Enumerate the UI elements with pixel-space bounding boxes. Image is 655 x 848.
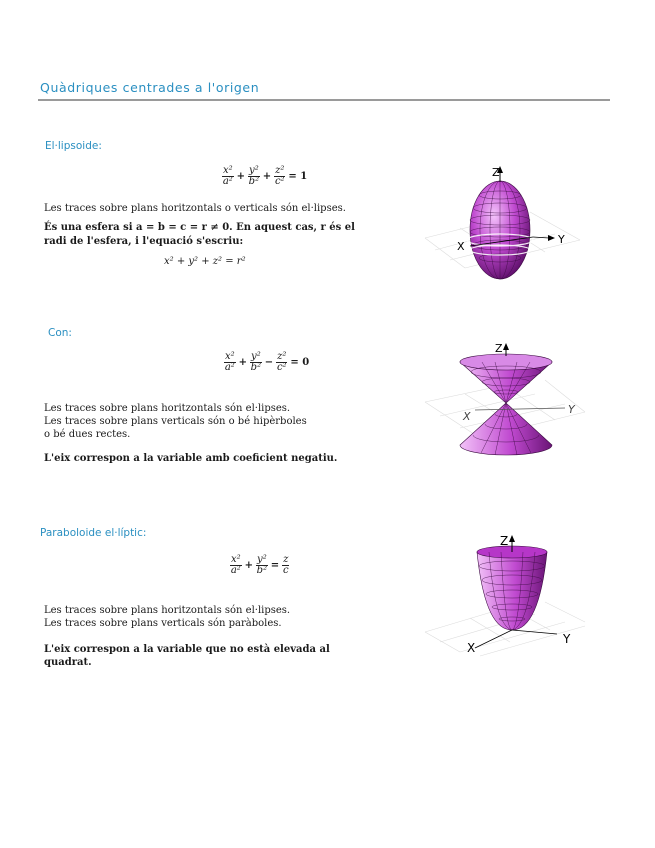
cone-axis-note: L'eix correspon a la variable amb coeficient negatiu. [44,453,338,464]
x-axis-label: X [467,641,476,655]
ellipsoid-figure [415,160,595,290]
x-axis-label: X [463,410,471,423]
paraboloid-figure [415,530,595,660]
cone-figure [415,340,595,470]
z-axis-label: Z [500,534,509,548]
ellipsoid-traces-text: Les traces sobre plans horitzontals o verticals són el·lipses. [44,203,346,214]
sphere-equation: x² + y² + z² = r² [164,256,246,267]
z-axis-label: Z [495,342,503,355]
cone-heading: Con: [48,327,72,339]
cone-equation: $\frac{\text{x²}}{\text{a²}}$ + $\frac{\text{y²}}{\text{b²}}$ − $\frac{\text{z²}}{\text{c²}}$ = 0 [224,351,310,373]
y-axis-label: Y [558,233,565,246]
cone-horizontal-traces: Les traces sobre plans horitzontals són el·lipses. [44,403,291,414]
x-axis-label: X [457,240,465,253]
cone-vertical-traces: Les traces sobre plans verticals són o bé hipèrboles [44,416,307,427]
paraboloid-vertical-traces: Les traces sobre plans verticals són paràboles. [44,618,282,629]
y-axis-label: Y [568,403,575,416]
z-axis-label: Z [492,166,500,179]
paraboloid-axis-note-cont: quadrat. [44,657,92,668]
paraboloid-heading: Paraboloide el·líptic: [40,527,147,539]
ellipsoid-equation: $\frac{\text{x²}}{\text{a²}}$ + $\frac{\text{y²}}{\text{b²}}$ + $\frac{\text{z²}}{\text{c²}}$ = 1 [222,165,308,187]
title-divider [38,99,610,101]
y-axis-label: Y [563,632,571,646]
ellipsoid-heading: El·lipsoide: [45,140,102,152]
paraboloid-surface [477,552,547,630]
paraboloid-horizontal-traces: Les traces sobre plans horitzontals són el·lipses. [44,605,291,616]
cone-vertical-traces-cont: o bé dues rectes. [44,429,131,440]
ellipsoid-sphere-text: És una esfera si a = b = c = r ≠ 0. En aquest cas, r és el [44,222,355,233]
paraboloid-equation: $\frac{\text{x²}}{\text{a²}}$ + $\frac{\text{y²}}{\text{b²}}$ = $\frac{z}{c}$ [230,554,289,576]
page-title: Quàdriques centrades a l'origen [40,80,260,95]
ellipsoid-radius-text: radi de l'esfera, i l'equació s'escriu: [44,236,244,247]
paraboloid-axis-note: L'eix correspon a la variable que no està elevada al [44,644,330,655]
